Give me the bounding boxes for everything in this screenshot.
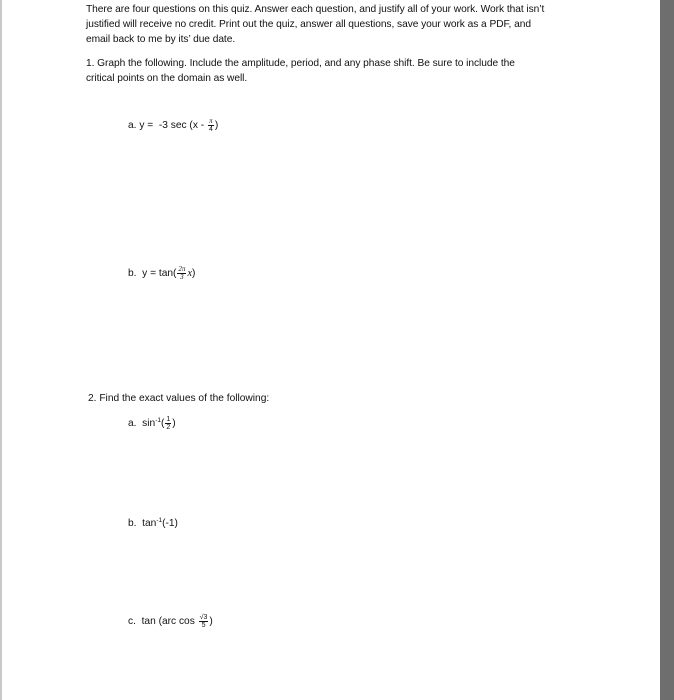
document-page	[2, 0, 660, 700]
q2a-expression: a. $\sin^{-1}$( $\frac{1}{2}$ )	[128, 416, 176, 431]
intro-line-1: There are four questions on this quiz. Answer each question, and justify all of your work. Work that isn’t	[86, 4, 545, 15]
question-2-heading: 2. Find the exact values of the following:	[88, 393, 270, 404]
question-1-instructions	[86, 56, 586, 86]
q2c-fraction: $\frac{√3}{5}$	[199, 614, 208, 629]
intro-line-3: email back to me by its’ due date.	[86, 34, 236, 45]
q1b-fraction: $\frac{2\pi}{3}$	[178, 265, 186, 281]
q1a-fraction: $\frac{\pi}{4}$	[208, 117, 213, 133]
q2a-fraction: $\frac{1}{2}$	[166, 416, 171, 431]
intro-paragraph	[86, 2, 586, 47]
q1-line-1: 1. Graph the following. Include the amplitude, period, and any phase shift. Be sure to include the	[86, 58, 515, 69]
viewer-scrollbar[interactable]	[660, 0, 674, 700]
q2c-expression: c. tan (arc cos $\frac{√3}{5}$ )	[128, 614, 213, 629]
q1-line-2: critical points on the domain as well.	[86, 73, 248, 84]
q1b-expression: b. y = tan( $\frac{2\pi}{3}$ x)	[128, 265, 196, 281]
intro-line-2: justified will receive no credit. Print out the quiz, answer all questions, save your work as a PDF, and	[86, 19, 531, 30]
q2b-expression: b. $\tan^{-1}(-1)$	[128, 517, 178, 529]
q1a-expression: a. y = -3 sec (x - $\frac{\pi}{4}$ )	[128, 117, 219, 133]
